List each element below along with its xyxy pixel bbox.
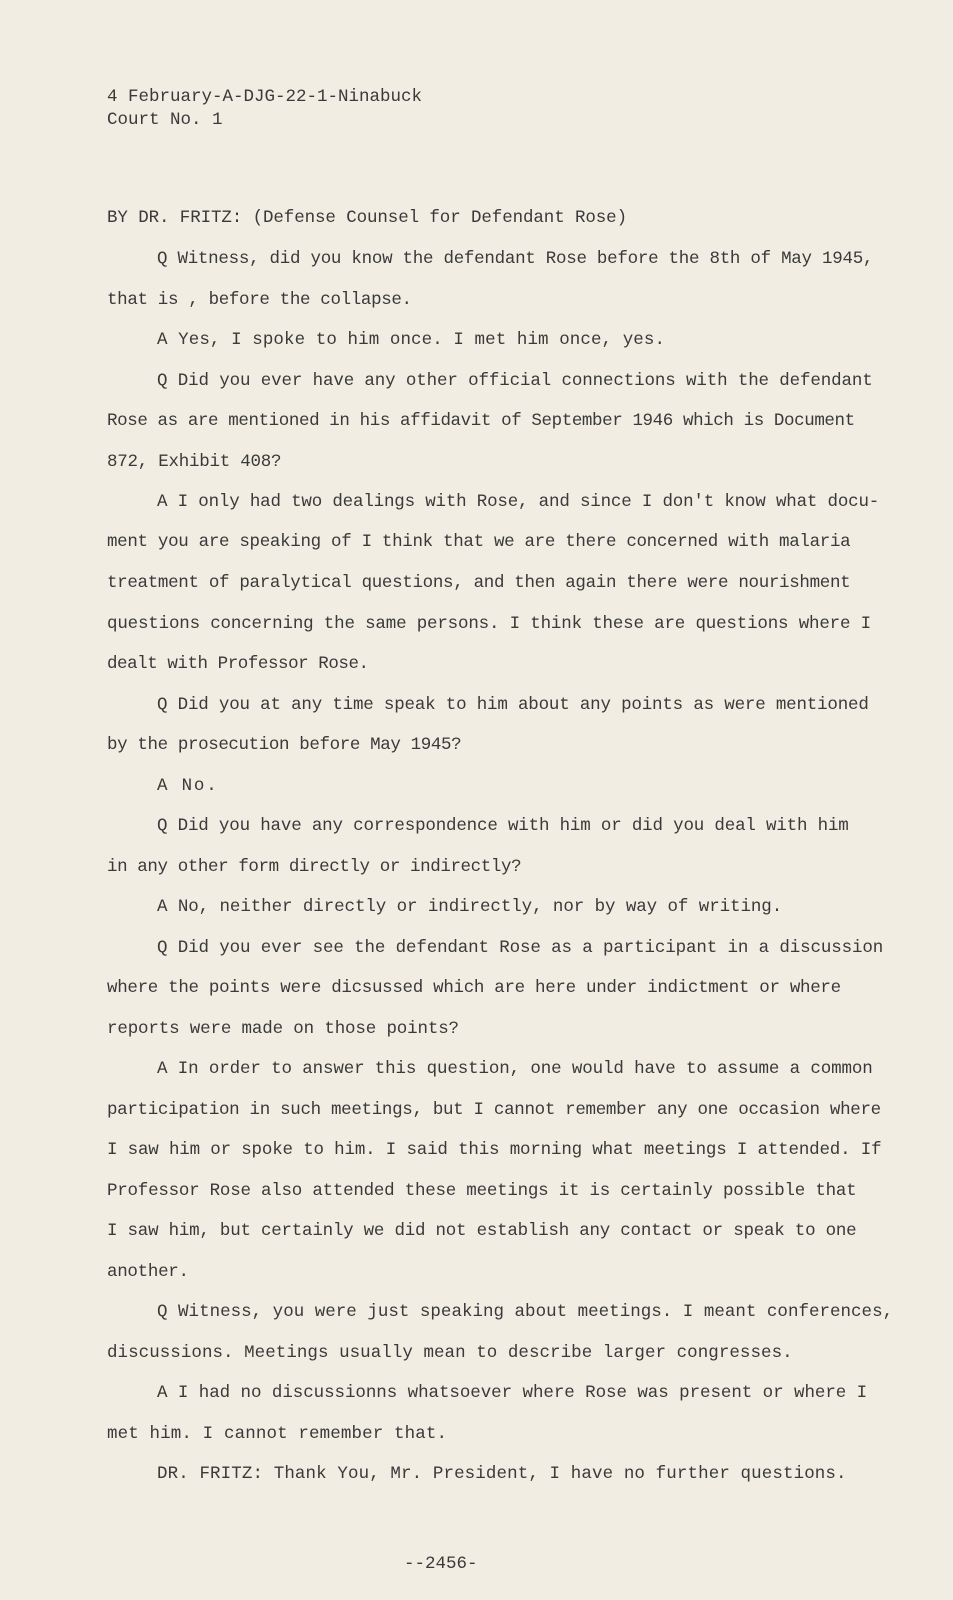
transcript-line: Rose as are mentioned in his affidavit of September 1946 which is Document [107, 411, 855, 431]
transcript-line: A No. [157, 776, 219, 796]
transcript-line: Q Witness, you were just speaking about meetings. I meant conferences, [157, 1302, 894, 1322]
transcript-line: Professor Rose also attended these meetings it is certainly possible that [107, 1181, 857, 1201]
transcript-line: another. [107, 1262, 189, 1282]
transcript-line: DR. FRITZ: Thank You, Mr. President, I have no further questions. [157, 1464, 847, 1484]
transcript-line: A In order to answer this question, one would have to assume a common [157, 1059, 873, 1079]
transcript-line: I saw him or spoke to him. I said this morning what meetings I attended. If [107, 1140, 882, 1160]
transcript-line: participation in such meetings, but I cannot remember any one occasion where [107, 1100, 881, 1120]
transcript-line: Q Did you ever have any other official connections with the defendant [157, 371, 873, 391]
page-number: --2456- [404, 1554, 478, 1574]
transcript-line: A No, neither directly or indirectly, nor by way of writing. [157, 897, 783, 917]
transcript-line: A Yes, I spoke to him once. I met him once, yes. [157, 330, 666, 350]
transcript-line: where the points were dicsussed which are here under indictment or where [107, 978, 841, 998]
court-number: Court No. 1 [107, 110, 223, 130]
examination-heading: BY DR. FRITZ: (Defense Counsel for Defendant Rose) [107, 208, 627, 228]
transcript-line: Q Did you at any time speak to him about any points as were mentioned [157, 695, 869, 715]
transcript-line: discussions. Meetings usually mean to describe larger congresses. [107, 1343, 793, 1363]
transcript-line: ment you are speaking of I think that we are there concerned with malaria [107, 532, 851, 552]
transcript-line: A I had no discussionns whatsoever where Rose was present or where I [157, 1383, 868, 1403]
transcript-line: that is , before the collapse. [107, 290, 412, 310]
transcript-line: Q Witness, did you know the defendant Rose before the 8th of May 1945, [157, 249, 874, 269]
transcript-line: 872, Exhibit 408? [107, 452, 282, 472]
transcript-line: treatment of paralytical questions, and then again there were nourishment [107, 573, 851, 593]
transcript-line: reports were made on those points? [107, 1019, 459, 1039]
transcript-line: questions concerning the same persons. I think these are questions where I [107, 614, 871, 634]
transcript-line: by the prosecution before May 1945? [107, 735, 462, 755]
transcript-line: dealt with Professor Rose. [107, 654, 369, 674]
document-header [107, 86, 422, 132]
document-reference: 4 February-A-DJG-22-1-Ninabuck [107, 87, 423, 107]
transcript-line: Q Did you ever see the defendant Rose as a participant in a discussion [157, 938, 884, 958]
transcript-line: met him. I cannot remember that. [107, 1424, 448, 1444]
transcript-line: A I only had two dealings with Rose, and since I don't know what docu- [157, 492, 880, 512]
transcript-line: in any other form directly or indirectly? [107, 857, 522, 877]
transcript-line: Q Did you have any correspondence with him or did you deal with him [157, 816, 849, 836]
transcript-line: I saw him, but certainly we did not establish any contact or speak to one [107, 1221, 857, 1241]
